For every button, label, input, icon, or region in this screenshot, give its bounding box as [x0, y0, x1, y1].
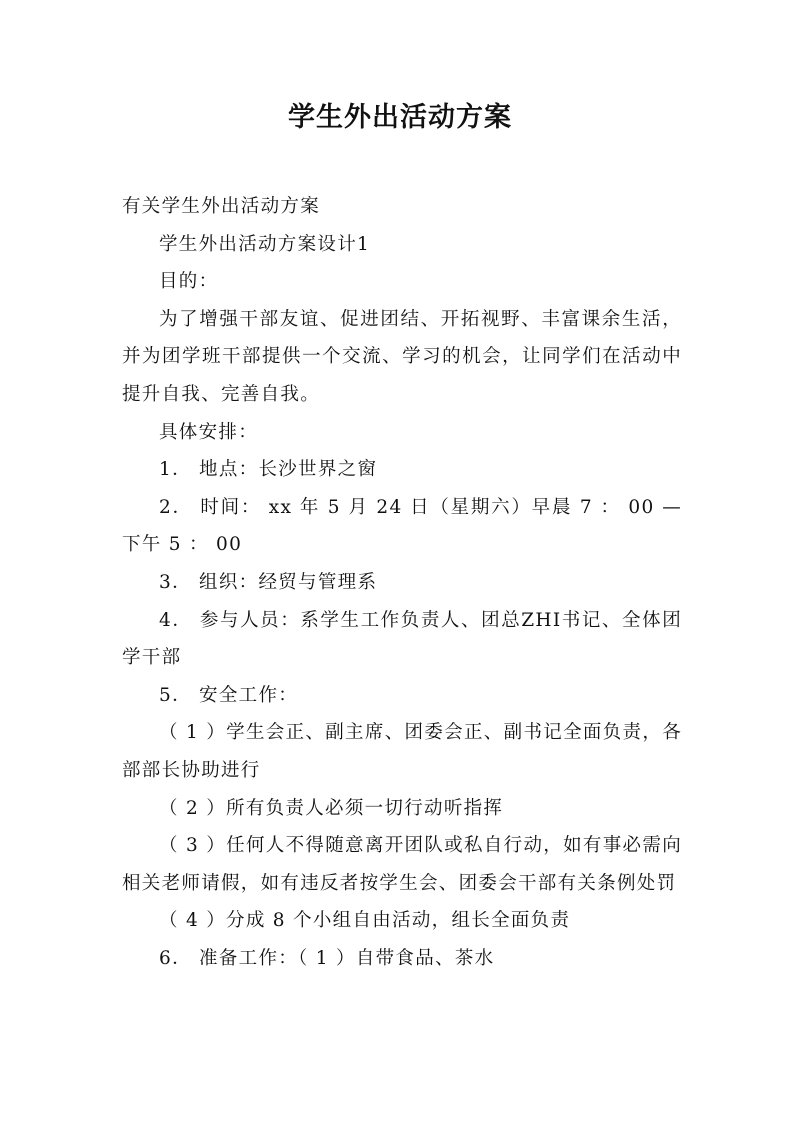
- document-title: 学生外出活动方案: [288, 102, 512, 133]
- paragraph: 有关学生外出活动方案: [122, 196, 321, 217]
- paragraph: 目的：: [159, 271, 219, 293]
- document-body: [122, 188, 682, 977]
- paragraph: 具体安排：: [159, 421, 259, 443]
- paragraph: （ 3 ）任何人不得随意离开团队或私自行动，如有事必需向相关老师请假，如有违反者按学生会、团委会干部有关条例处罚: [122, 835, 682, 894]
- paragraph: 5． 安全工作：: [159, 684, 299, 706]
- paragraph: （ 4 ）分成 8 个小组自由活动，组长全面负责: [159, 910, 571, 932]
- paragraph: 学生外出活动方案设计1: [159, 233, 371, 255]
- paragraph: （ 1 ）学生会正、副主席、团委会正、副书记全面负责，各部部长协助进行: [122, 722, 682, 781]
- paragraph: 4． 参与人员：系学生工作负责人、团总ZHI书记、全体团学干部: [122, 609, 682, 669]
- paragraph: 1． 地点：长沙世界之窗: [159, 459, 378, 481]
- paragraph: 2． 时间： xx 年 5 月 24 日（星期六）早晨 7 ： 00 —下午 5 ： 00: [122, 496, 682, 556]
- paragraph: （ 2 ）所有负责人必须一切行动听指挥: [159, 797, 504, 819]
- paragraph: 3． 组织：经贸与管理系: [159, 571, 378, 593]
- paragraph: 6． 准备工作：（ 1 ）自带食品、茶水: [159, 947, 495, 969]
- paragraph: 为了增强干部友谊、促进团结、开拓视野、丰富课余生活，并为团学班干部提供一个交流、学习的机会，让同学们在活动中提升自我、完善自我。: [122, 308, 682, 405]
